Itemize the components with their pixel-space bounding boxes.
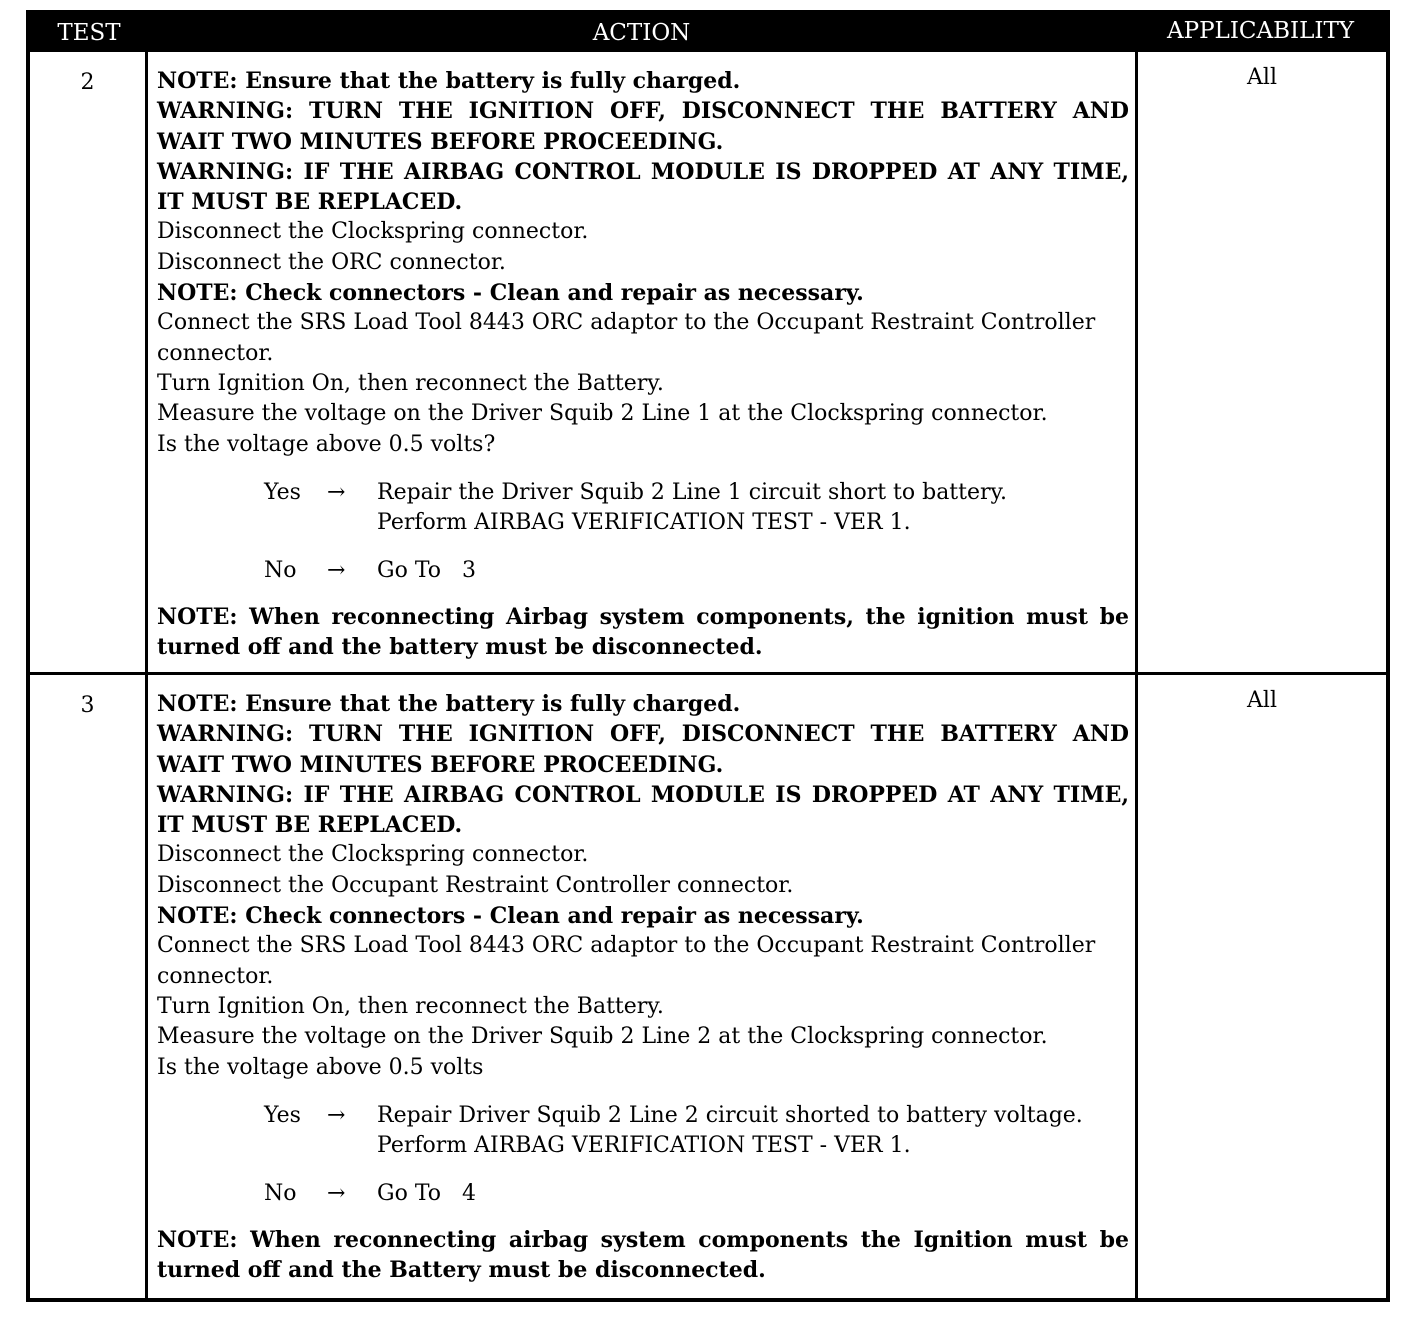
header-test: TEST (57, 20, 121, 46)
step-measure-voltage: Measure the voltage on the Driver Squib 2 Line 2 at the Clockspring connector. (157, 1024, 1048, 1050)
answer-yes (157, 478, 1129, 508)
question: Is the voltage above 0.5 volts (157, 1054, 484, 1080)
step-disconnect-clockspring: Disconnect the Clockspring connector. (157, 219, 589, 245)
yes-action-line1: Repair Driver Squib 2 Line 2 circuit shorted to battery voltage. (377, 1102, 1083, 1128)
action-cell (148, 675, 1135, 1298)
step-measure-voltage: Measure the voltage on the Driver Squib 2 Line 1 at the Clockspring connector. (157, 401, 1048, 427)
header-action: ACTION (592, 20, 691, 46)
header-applicability: APPLICABILITY (1167, 18, 1354, 44)
note-battery: NOTE: Ensure that the battery is fully charged. (157, 68, 741, 94)
answer-yes-continued (157, 1131, 1129, 1161)
warning-module: WARNING: IF THE AIRBAG CONTROL MODULE IS DROPPED AT ANY TIME, IT MUST BE REPLACED. (157, 158, 1129, 216)
table-header (30, 14, 1386, 52)
applicability: All (1135, 675, 1386, 1298)
warning-module: WARNING: IF THE AIRBAG CONTROL MODULE IS DROPPED AT ANY TIME, IT MUST BE REPLACED. (157, 781, 1129, 839)
step-connect-load-tool: Connect the SRS Load Tool 8443 ORC adaptor to the Occupant Restraint Controller connector. (157, 310, 1096, 366)
yes-label: Yes (264, 479, 301, 505)
note-check-connectors: NOTE: Check connectors - Clean and repair as necessary. (157, 280, 864, 307)
arrow-icon: → (327, 479, 346, 505)
table-row (30, 675, 1386, 1298)
action-cell (148, 52, 1135, 672)
note-battery: NOTE: Ensure that the battery is fully charged. (157, 691, 741, 717)
test-number: 3 (30, 675, 148, 1298)
warning-ignition: WARNING: TURN THE IGNITION OFF, DISCONNECT THE BATTERY AND WAIT TWO MINUTES BEFORE PROCEEDING. (157, 98, 1129, 155)
note-reconnecting: NOTE: When reconnecting Airbag system components, the ignition must be turned off and the battery must be disconnected. (157, 603, 1129, 661)
note-reconnecting: NOTE: When reconnecting airbag system components the Ignition must be turned off and the Battery must be disconnected. (157, 1226, 1129, 1284)
answer-no (157, 556, 1129, 586)
step-ignition-on: Turn Ignition On, then reconnect the Battery. (157, 993, 664, 1019)
table-row (30, 52, 1386, 675)
step-disconnect-orc: Disconnect the Occupant Restraint Controller connector. (157, 872, 794, 898)
yes-action-line1: Repair the Driver Squib 2 Line 1 circuit short to battery. (377, 479, 1008, 505)
answer-yes (157, 1101, 1129, 1131)
yes-action-line2: Perform AIRBAG VERIFICATION TEST - VER 1. (377, 509, 911, 535)
no-action: Go To 4 (377, 1180, 476, 1206)
step-connect-load-tool: Connect the SRS Load Tool 8443 ORC adaptor to the Occupant Restraint Controller connector. (157, 933, 1096, 989)
arrow-icon: → (327, 1102, 346, 1128)
yes-action-line2: Perform AIRBAG VERIFICATION TEST - VER 1. (377, 1132, 911, 1158)
diagnostic-test-table (26, 10, 1390, 1302)
test-number: 2 (30, 52, 148, 672)
step-ignition-on: Turn Ignition On, then reconnect the Battery. (157, 370, 664, 396)
note-check-connectors: NOTE: Check connectors - Clean and repair as necessary. (157, 903, 864, 930)
question: Is the voltage above 0.5 volts? (157, 431, 496, 457)
step-disconnect-orc: Disconnect the ORC connector. (157, 249, 506, 275)
warning-ignition: WARNING: TURN THE IGNITION OFF, DISCONNECT THE BATTERY AND WAIT TWO MINUTES BEFORE PROCEEDING. (157, 721, 1129, 778)
arrow-icon: → (327, 1180, 346, 1206)
arrow-icon: → (327, 557, 346, 583)
no-label: No (264, 1180, 297, 1206)
answer-yes-continued (157, 508, 1129, 538)
no-action: Go To 3 (377, 557, 476, 583)
no-label: No (264, 557, 297, 583)
yes-label: Yes (264, 1102, 301, 1128)
applicability: All (1135, 52, 1386, 672)
answer-no (157, 1179, 1129, 1209)
step-disconnect-clockspring: Disconnect the Clockspring connector. (157, 842, 589, 868)
